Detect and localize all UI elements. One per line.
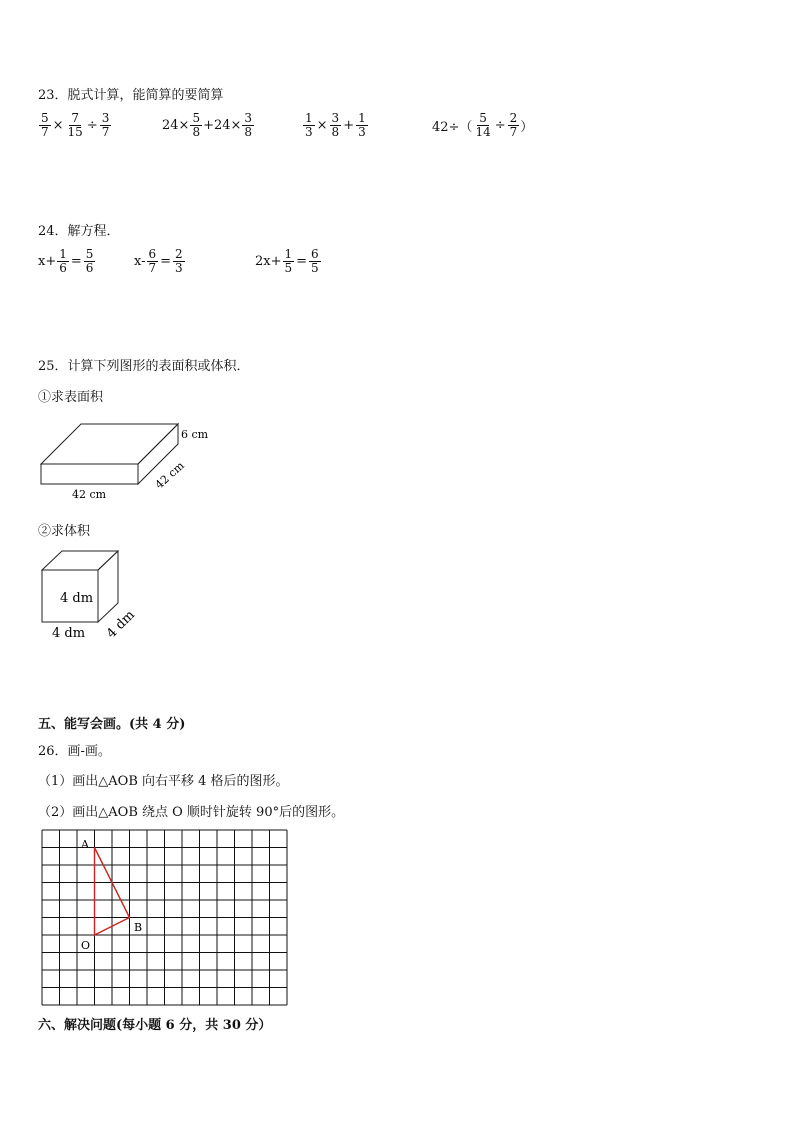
cuboid-height-label: 6 cm <box>181 428 209 441</box>
fraction: $\frac{7}{15}$ <box>67 111 83 139</box>
q25-part2-label: ②求体积 <box>38 524 91 539</box>
fraction: $\frac{5}{7}$ <box>41 111 49 139</box>
point-b-label: B <box>134 921 143 934</box>
q24-title: 24．解方程． <box>38 224 120 239</box>
q23-expression-3: $\frac{1}{3}$ × $\frac{3}{8}$ + $\frac{1}{3}$ <box>305 111 366 139</box>
point-a-label: A <box>81 838 89 851</box>
point-o-label: O <box>81 939 91 952</box>
q23-expression-1: $\frac{5}{7}$ × $\frac{7}{15}$ ÷ $\frac{3}{7}$ <box>41 111 110 139</box>
cuboid-depth-label: 42 cm <box>152 459 187 492</box>
cube-bottom-label: 4 dm <box>52 626 86 641</box>
q26-title: 26．画-画。 <box>38 744 111 759</box>
q24-equation-2: x- $\frac{6}{7}$ = $\frac{2}{3}$ <box>134 247 183 275</box>
q23-expression-2: 24× $\frac{5}{8}$ +24× $\frac{3}{8}$ <box>162 111 253 139</box>
fraction: $\frac{5}{14}$ <box>475 111 491 139</box>
fraction: $\frac{1}{3}$ <box>358 111 366 139</box>
q24-equation-3: 2x+ $\frac{1}{5}$ = $\frac{6}{5}$ <box>255 247 319 275</box>
q26-subquestion-2: （2）画出△AOB 绕点 O 顺时针旋转 90°后的图形。 <box>38 805 345 820</box>
q25-title: 25．计算下列图形的表面积或体积． <box>38 359 250 374</box>
fraction: $\frac{2}{3}$ <box>175 247 183 275</box>
q23-title: 23．脱式计算，能简算的要简算 <box>38 88 224 103</box>
q23-expression-4: 42÷（ $\frac{5}{14}$ ÷ $\frac{2}{7}$ ） <box>432 111 534 139</box>
section-6-heading: 六、解决问题(每小题 6 分，共 30 分） <box>38 1018 272 1033</box>
fraction: $\frac{3}{8}$ <box>244 111 253 139</box>
fraction: $\frac{6}{7}$ <box>148 247 157 275</box>
cube-side-label: 4 dm <box>103 607 138 642</box>
cube-front-label: 4 dm <box>60 591 94 606</box>
fraction: $\frac{1}{5}$ <box>284 247 293 275</box>
q24-equation-1: x+ $\frac{1}{6}$ = $\frac{5}{6}$ <box>38 247 94 275</box>
q25-part1-label: ①求表面积 <box>38 390 104 405</box>
fraction: $\frac{5}{6}$ <box>85 247 94 275</box>
fraction: $\frac{1}{6}$ <box>59 247 67 275</box>
section-5-heading: 五、能写会画。(共 4 分) <box>38 717 186 732</box>
fraction: $\frac{6}{5}$ <box>311 247 319 275</box>
fraction: $\frac{5}{8}$ <box>192 111 201 139</box>
fraction: $\frac{3}{7}$ <box>101 111 110 139</box>
cuboid-width-label: 42 cm <box>72 488 107 501</box>
fraction: $\frac{2}{7}$ <box>509 111 518 139</box>
cube-figure <box>36 548 146 646</box>
grid-figure <box>38 828 290 1010</box>
q26-subquestion-1: （1）画出△AOB 向右平移 4 格后的图形。 <box>38 774 289 789</box>
fraction: $\frac{1}{3}$ <box>305 111 313 139</box>
cuboid-figure <box>36 418 226 504</box>
fraction: $\frac{3}{8}$ <box>331 111 340 139</box>
